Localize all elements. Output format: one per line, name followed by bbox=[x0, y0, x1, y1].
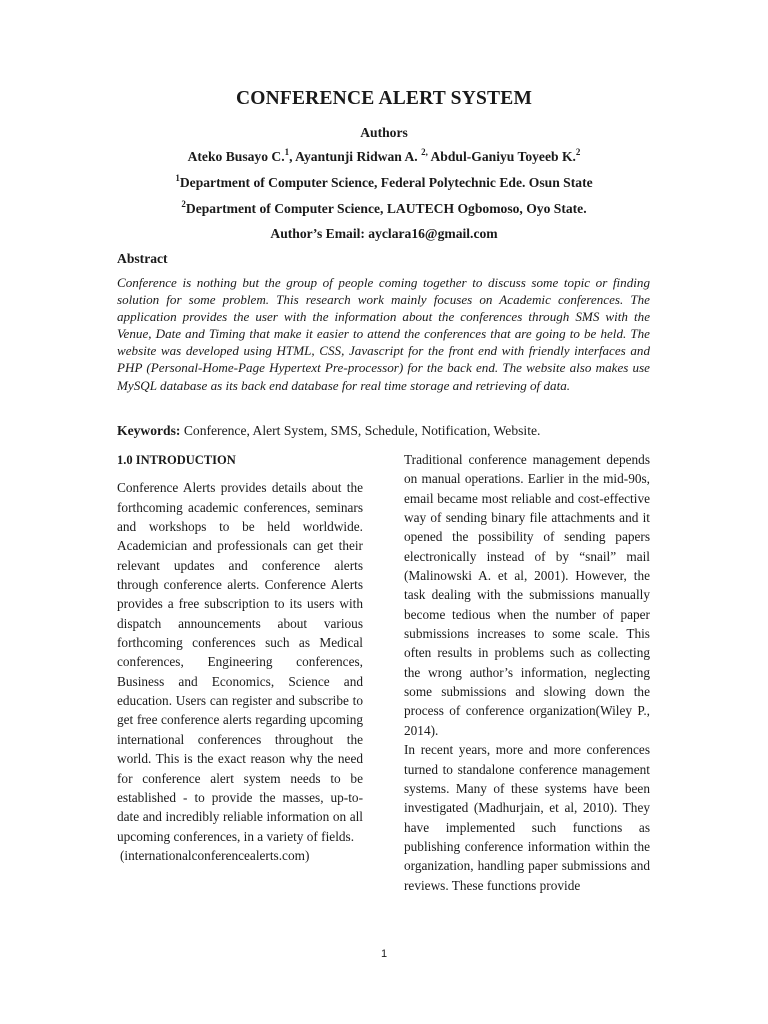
keywords-line bbox=[117, 423, 657, 439]
introduction-paragraph: Conference Alerts provides details about the forthcoming academic conferences, seminars and workshops to be held worldwide. Academician and professionals can get their relevant updates and conference alerts through conference alerts. Conference Alerts provides a free subscription to its users with dispatch announcements about various forthcoming conferences such as Medical conferences, Engineering conferences, Business and Economics, Science and education. Users can register and subscribe to get free conference alerts regarding upcoming international conferences throughout the world. This is the exact reason why the need for conference alert system needs to be established - to provide the masses, up-to-date and incredibly reliable information on all upcoming conferences, in a variety of fields. bbox=[117, 480, 363, 844]
right-paragraph-1: Traditional conference management depends on manual operations. Earlier in the mid-90s, email became most reliable and cost-effective way of sending binary file attachments and it opened the possibility of sending papers electronically instead of by “snail” mail (Malinowski A. et al, 2001). However, the task dealing with the submissions manually become tedious when the number of paper submissions increases to some scale. This often results in problems such as collecting the wrong author’s information, neglecting some submissions and slowing down the process of conference organization(Wiley P., 2014). bbox=[404, 452, 650, 738]
left-column bbox=[117, 451, 363, 865]
keywords-text: Conference, Alert System, SMS, Schedule, Notification, Website. bbox=[180, 423, 541, 438]
author-email: Author’s Email: ayclara16@gmail.com bbox=[270, 226, 498, 241]
affiliation-2-mark: 2 bbox=[181, 199, 186, 209]
author-list bbox=[0, 149, 768, 165]
introduction-citation: (internationalconferencealerts.com) bbox=[120, 847, 310, 863]
author-2-name: , Ayantunji Ridwan A. bbox=[289, 149, 418, 164]
author-3-name: Abdul-Ganiyu Toyeeb K. bbox=[427, 149, 576, 164]
affiliation-1-text: Department of Computer Science, Federal Polytechnic Ede. Osun State bbox=[179, 175, 593, 190]
author-1-affiliation-mark: 1 bbox=[284, 147, 290, 157]
affiliation-1 bbox=[0, 175, 768, 191]
abstract-heading: Abstract bbox=[117, 251, 168, 266]
author-1-name: Ateko Busayo C. bbox=[187, 149, 285, 164]
abstract-text: Conference is nothing but the group of people coming together to discuss some topic or finding solution for some problem. This research work mainly focuses on Academic conferences. The application provides the user with the information about the conferences through SMS with the Venue, Date and Timing that make it easier to attend the conferences that are going to be held. The website was developed using HTML, CSS, Javascript for the front end with friendly interfaces and PHP (Personal-Home-Page Hypertext Pre-processor) for the back end. The website also makes use MySQL database as its back end database for real time storage and retrieving of data. bbox=[117, 275, 650, 393]
author-2-affiliation-mark: 2, bbox=[421, 147, 428, 157]
affiliation-2-text: Department of Computer Science, LAUTECH Ogbomoso, Oyo State. bbox=[185, 201, 587, 216]
authors-label: Authors bbox=[360, 125, 408, 140]
affiliation-1-mark: 1 bbox=[175, 173, 180, 183]
page-number: 1 bbox=[380, 948, 388, 960]
right-paragraph-2: In recent years, more and more conferences turned to standalone conference management systems. Many of these systems have been investigated (Madhurjain, et al, 2010). They have implemented such functions as publishing conference information within the organization, handling paper submissions and reviews. These functions provide bbox=[404, 742, 650, 893]
right-column bbox=[404, 450, 650, 895]
paper-title: CONFERENCE ALERT SYSTEM bbox=[235, 88, 533, 109]
keywords-label: Keywords: bbox=[117, 423, 181, 438]
introduction-heading: 1.0 INTRODUCTION bbox=[117, 453, 236, 467]
author-3-affiliation-mark: 2 bbox=[575, 147, 581, 157]
affiliation-2 bbox=[0, 201, 768, 217]
